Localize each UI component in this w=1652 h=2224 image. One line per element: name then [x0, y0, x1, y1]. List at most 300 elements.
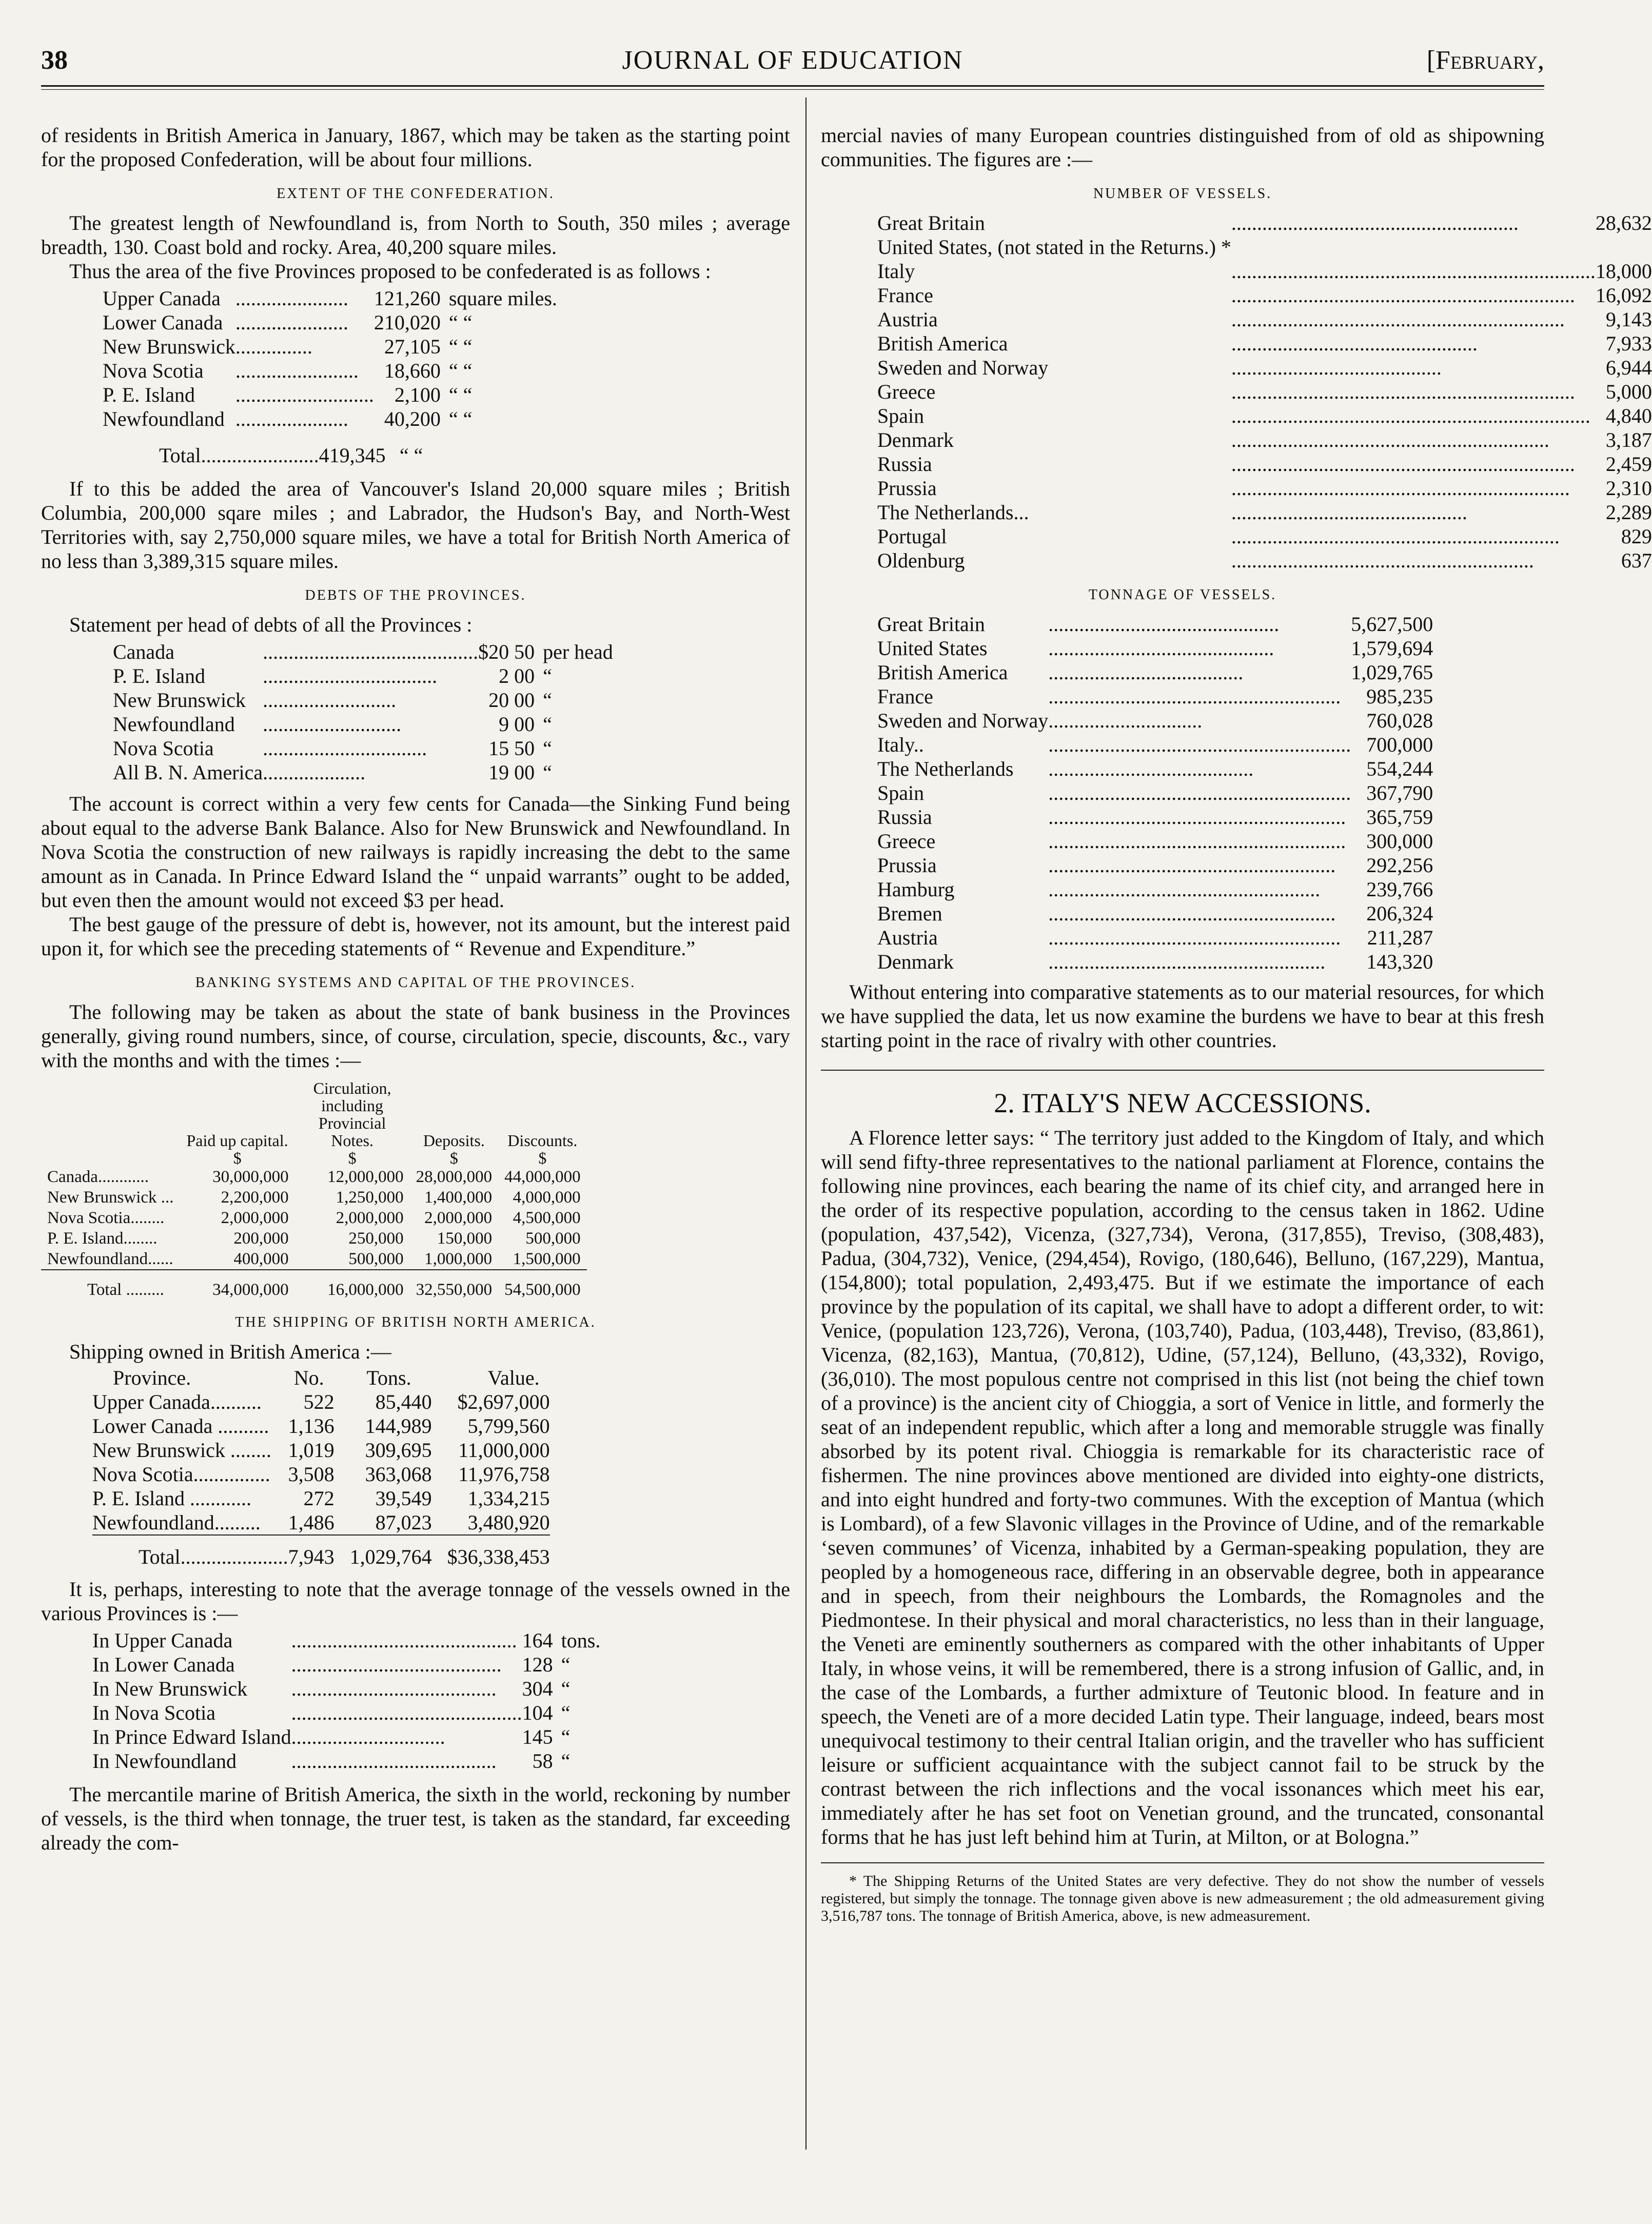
- bank-total-row: [41, 1270, 587, 1300]
- avg-tonnage-row-label: In Nova Scotia: [92, 1701, 215, 1724]
- vessels-row: [877, 452, 1652, 476]
- area-row-dots: ......................: [235, 407, 348, 430]
- bank-total-label: Total .........: [41, 1270, 180, 1300]
- tonnage-vessels-row-value: 143,320: [1366, 950, 1433, 973]
- vessels-row-dots: ..............................................: [1231, 501, 1467, 524]
- bank-cell: 1,000,000: [424, 1250, 493, 1268]
- area-row-dots: ........................: [235, 359, 359, 382]
- vessels-row-value: 28,632: [1595, 211, 1652, 234]
- vessels-row-value: 18,000: [1595, 260, 1652, 283]
- tonnage-vessels-row: [877, 660, 1433, 684]
- tonnage-vessels-row: [877, 733, 1433, 757]
- debt-row-label: P. E. Island: [113, 664, 205, 687]
- vessels-row: [877, 331, 1652, 356]
- tonnage-vessels-row-dots: ...........................................................: [1048, 733, 1351, 756]
- tonnage-vessels-row: [877, 950, 1433, 974]
- vessels-row-value: 2,459: [1605, 452, 1652, 476]
- tonnage-vessels-row-dots: ......................................................: [1048, 950, 1326, 973]
- area-row-label: Nova Scotia: [103, 359, 204, 382]
- tonnage-vessels-row-dots: ........................................................: [1048, 902, 1336, 925]
- vessels-row-value: 6,944: [1605, 356, 1652, 379]
- debt-row-label: Nova Scotia: [113, 737, 214, 760]
- ship-cell: 3,480,920: [467, 1511, 550, 1534]
- tonnage-vessels-row: [877, 636, 1433, 660]
- area-row-unit: “ “: [448, 359, 473, 382]
- bank-cell: 28,000,000: [416, 1168, 493, 1186]
- avg-tonnage-row: [92, 1725, 600, 1749]
- area-total-row: [159, 443, 437, 467]
- vessels-row: [877, 307, 1652, 331]
- vessels-row: [877, 500, 1652, 524]
- intro-paragraph: of residents in British America in January, 1867, which may be taken as the starting point for the proposed Confederation, will be about four millions.: [41, 124, 790, 171]
- area-row-value: 18,660: [384, 359, 441, 382]
- debt-row-dots: ..................................: [263, 664, 438, 687]
- vessels-row-label: British America: [877, 332, 1008, 355]
- vessels-row-label: Russia: [877, 452, 932, 476]
- tonnage-vessels-row-label: Denmark: [877, 950, 954, 973]
- tonnage-vessels-row-label: Italy..: [877, 733, 924, 756]
- debt-row-unit: “: [543, 664, 552, 687]
- vessels-row-label: Greece: [877, 380, 936, 403]
- column-divider: [805, 97, 807, 2150]
- footnote-rule: [821, 1862, 1544, 1863]
- tonnage-vessels-table: [877, 612, 1433, 974]
- tonnage-vessels-row-value: 760,028: [1366, 709, 1433, 732]
- vessels-row-dots: ..................................................................: [1231, 477, 1570, 500]
- florence-paragraph: A Florence letter says: “ The territory just added to the Kingdom of Italy, and which will send fifty-three representatives to the national parliament at Florence, contains the following nine provinces, each bearing the name of its chief city, and arranged here in the order of its respective population, according to the census taken in 1862. Udine (population, 437,542), Vicenza, (327,734), Verona, (317,855), Treviso, (308,483), Padua, (304,732), Venice, (294,454), Rovigo, (180,646), Belluno, (167,229), Mantua, (154,800); total population, 2,493,475. But if we estimate the importance of each province by the population of its capital, we shall have to adopt a different order, to wit: Venice, (population 123,726), Verona, (103,740), Padua, (103,448), Treviso, (83,861), Vicenza, (82,163), Mantua, (70,812), Udine, (57,124), Belluno, (43,332), Rovigo, (36,010). The most populous centre not comprised in this list (not being the chief town of a province) is the ancient city of Chioggia, a sort of Venice in little, and formerly the seat of an independent republic, which after a long and memorable struggle was finally absorbed by its potent rival. Chioggia is remarkable for its characteristic race of fishermen. The nine provinces above mentioned are divided into eighty-one districts, and into eight hundred and forty-two communes. With the exception of Mantua (which is Lombard), of a few Slavonic villages in the Province of Udine, and of the remarkable ‘seven communes’ of Vicenza, inhabited by a German-speaking population, they are peopled by a homogeneous race, differing in an observable degree, both in appearance and in speech, from their neighbours the Lombards, the Romagnoles and the Piedmontese. In their physical and moral characteristics, no less than in their language, the Veneti are eminently southerners as compared with the other inhabitants of Upper Italy, in whose veins, it will be remembered, there is a strong infusion of Gallic, and, in the case of the Lombards, a further admixture of Teutonic blood. In feature and in speech, the Veneti are of a more decided Latin type. Their language, indeed, bears most unequivocal testimony to their central Italian origin, and the traveller who has sufficient leisure or sufficient acquaintance with the subject cannot fail to be struck by the contrast between the rich inflections and the vocal issonances which meet his ear, immediately after he has set foot on Venetian ground, and the truncated, consonantal forms that he has just left behind him at Turin, at Milton, or at Bologna.”: [821, 1126, 1544, 1848]
- vessels-row-dots: ...................................................................: [1231, 452, 1575, 476]
- ship-cell: 144,989: [365, 1414, 432, 1438]
- vessels-row-value: 829: [1621, 525, 1652, 548]
- ship-header-province: Province.: [113, 1366, 191, 1389]
- bank-header-deposits: Deposits.: [423, 1131, 485, 1150]
- ship-header-tons: Tons.: [366, 1366, 411, 1389]
- bank-cell: 250,000: [348, 1229, 404, 1248]
- ship-cell: 11,000,000: [458, 1439, 550, 1462]
- tonnage-vessels-row: [877, 708, 1433, 733]
- area-total-dots: .......................: [201, 444, 319, 467]
- avg-tonnage-row-unit: “: [561, 1725, 571, 1748]
- avg-tonnage-row-value: 128: [522, 1653, 553, 1676]
- ship-cell: 5,799,560: [467, 1414, 550, 1438]
- tonnage-vessels-row-dots: ........................................................: [1048, 854, 1336, 877]
- bank-row: [41, 1208, 587, 1228]
- tonnage-vessels-row-value: 292,256: [1366, 854, 1433, 877]
- tonnage-vessels-row-dots: ..............................: [1048, 709, 1203, 732]
- debt-row-unit: “: [543, 737, 552, 760]
- avg-tonnage-row: [92, 1701, 600, 1725]
- area-row-value: 210,020: [373, 311, 441, 334]
- tonnage-vessels-row: [877, 877, 1433, 901]
- debt-row: [113, 712, 613, 736]
- vessels-row-dots: ................................................: [1231, 332, 1478, 355]
- vessels-row: [877, 356, 1652, 380]
- vessels-row-value: 2,310: [1605, 477, 1652, 500]
- continued-paragraph: mercial navies of many European countries distinguished from of old as shipowning communities. The figures are :—: [821, 124, 1544, 171]
- vessels-row-dots: [1231, 235, 1596, 259]
- debt-row-unit: “: [543, 688, 552, 712]
- ship-cell: 1,136: [288, 1414, 335, 1438]
- without-paragraph: Without entering into comparative statements as to our material resources, for which we have supplied the data, let us now examine the burdens we have to bear at this fresh starting point in the race of rivalry with other countries.: [821, 980, 1544, 1052]
- avg-tonnage-row-dots: .........................................: [291, 1653, 502, 1676]
- ship-header-no: No.: [293, 1366, 324, 1389]
- bank-cell: 500,000: [525, 1229, 581, 1248]
- vessels-row-label: Prussia: [877, 477, 937, 500]
- ship-cell: 39,549: [375, 1487, 432, 1510]
- avg-tonnage-row-label: In Lower Canada: [92, 1653, 235, 1676]
- debt-row: [113, 688, 613, 712]
- tonnage-vessels-row-label: British America: [877, 661, 1008, 684]
- ship-row-label: Upper Canada..........: [92, 1390, 262, 1413]
- right-column: [821, 123, 1652, 1925]
- area-row-dots: ...........................: [235, 383, 374, 406]
- bank-row-label: New Brunswick ...: [47, 1188, 174, 1207]
- vessels-heading: NUMBER OF VESSELS.: [1093, 186, 1272, 202]
- debt-row-dots: ...........................: [263, 713, 402, 736]
- ship-cell: 1,019: [288, 1439, 335, 1462]
- avg-tonnage-row-dots: ............................................: [291, 1629, 517, 1652]
- avg-tonnage-row-label: In Prince Edward Island: [92, 1725, 291, 1748]
- ship-row-label: Nova Scotia...............: [92, 1463, 270, 1486]
- avg-tonnage-row-value: 304: [522, 1677, 553, 1700]
- avg-tonnage-row-unit: tons.: [561, 1629, 601, 1652]
- vessels-row-value: 3,187: [1605, 428, 1652, 451]
- ship-row: [92, 1390, 550, 1414]
- bank-cell: 2,000,000: [336, 1209, 404, 1227]
- tonnage-vessels-row: [877, 612, 1433, 636]
- ship-cell: 3,508: [288, 1463, 335, 1486]
- bank-cell: 1,400,000: [424, 1188, 493, 1207]
- area-total-label: Total: [159, 444, 201, 467]
- tonnage-vessels-row-label: Austria: [877, 926, 938, 949]
- vessels-row-value: 2,289: [1605, 501, 1652, 524]
- area-total-value: 419,345: [319, 444, 386, 467]
- ship-row-label: P. E. Island ............: [92, 1487, 251, 1510]
- ship-total-row: [92, 1535, 550, 1569]
- area-row-label: P. E. Island: [103, 383, 195, 406]
- tonnage-vessels-row: [877, 805, 1433, 829]
- ship-cell: 85,440: [375, 1390, 432, 1413]
- vessels-row: [877, 524, 1652, 548]
- bank-table: [41, 1079, 587, 1300]
- bank-total-cell: 34,000,000: [180, 1270, 295, 1300]
- vessels-row: [877, 283, 1652, 307]
- tonnage-vessels-row: [877, 926, 1433, 950]
- tonnage-vessels-row-value: 985,235: [1366, 685, 1433, 708]
- tonnage-vessels-row-label: Hamburg: [877, 878, 955, 901]
- tonnage-vessels-row-label: Great Britain: [877, 613, 985, 636]
- bank-cell: 2,000,000: [221, 1209, 289, 1227]
- tonnage-vessels-row-value: 206,324: [1366, 902, 1433, 925]
- avg-tonnage-row-value: 164: [522, 1629, 553, 1652]
- vessels-row: [877, 211, 1652, 235]
- debt-row-unit: “: [543, 761, 552, 784]
- ship-row: [92, 1414, 550, 1438]
- area-row-value: 40,200: [384, 407, 441, 430]
- tonnage-vessels-row-dots: ............................................: [1048, 637, 1274, 660]
- area-row-dots: ......................: [235, 287, 348, 310]
- ship-row: [92, 1486, 550, 1510]
- tonnage-vessels-row-label: United States: [877, 637, 988, 660]
- tonnage-vessels-row-label: Prussia: [877, 854, 937, 877]
- avg-tonnage-row-unit: “: [561, 1677, 571, 1700]
- debts-paragraph: Statement per head of debts of all the Provinces :: [69, 613, 473, 636]
- area-more-paragraph: If to this be added the area of Vancouver's Island 20,000 square miles ; British Columbia, 200,000 sqare miles ; and Labrador, the Hudson's Bay, and North-West Territories with, say 2,750,000 square miles, we have a total for British North America of no less than 3,389,315 square miles.: [41, 477, 790, 573]
- bank-cell: 150,000: [437, 1229, 493, 1248]
- tonnage-vessels-row: [877, 901, 1433, 926]
- avg-tonnage-row-label: In Upper Canada: [92, 1629, 233, 1652]
- debt-row-label: Newfoundland: [113, 713, 235, 736]
- tonnage-vessels-row-dots: .........................................................: [1048, 926, 1341, 949]
- tonnage-vessels-row: [877, 684, 1433, 708]
- debts-heading: DEBTS OF THE PROVINCES.: [305, 587, 526, 603]
- debt-row: [113, 760, 613, 784]
- section-title: 2. ITALY'S NEW ACCESSIONS.: [994, 1088, 1371, 1118]
- tonnage-vessels-row-value: 300,000: [1366, 830, 1433, 853]
- tonnage-vessels-row-value: 1,029,765: [1351, 661, 1433, 684]
- avg-tonnage-row-unit: “: [561, 1749, 571, 1773]
- bank-cell: 44,000,000: [504, 1168, 581, 1186]
- bank-currency: $: [449, 1149, 458, 1167]
- banking-paragraph: The following may be taken as about the state of bank business in the Provinces generally, giving round numbers, since, of course, circulation, specie, discounts, &c., vary with the months and with the times :—: [41, 1000, 790, 1072]
- area-row-label: Upper Canada: [103, 287, 221, 310]
- vessels-row-dots: ...........................................................: [1231, 549, 1534, 572]
- tonnage-vessels-row-label: France: [877, 685, 933, 708]
- area-row-dots: ......................: [235, 311, 348, 334]
- avg-tonnage-row: [92, 1749, 600, 1773]
- vessels-row-dots: ........................................................: [1231, 211, 1519, 234]
- area-row: [103, 286, 557, 310]
- marine-paragraph: The mercantile marine of British America, the sixth in the world, reckoning by number of vessels, is the third when tonnage, the truer test, is taken as the standard, far exceeding already the com-: [41, 1783, 790, 1854]
- banking-heading: BANKING SYSTEMS AND CAPITAL OF THE PROVINCES.: [195, 975, 636, 991]
- vessels-row-value: 16,092: [1595, 284, 1652, 307]
- debt-row-unit: per head: [543, 640, 613, 663]
- ship-cell: 309,695: [365, 1439, 432, 1462]
- vessels-row-label: Austria: [877, 308, 938, 331]
- vessels-row-label: France: [877, 284, 933, 307]
- ship-row-label: New Brunswick ........: [92, 1439, 271, 1462]
- vessels-row-value: 9,143: [1605, 308, 1652, 331]
- avg-tonnage-table: [92, 1628, 600, 1773]
- vessels-row-label: United States, (not stated in the Returns.) *: [877, 235, 1231, 259]
- debt-row-label: Canada: [113, 640, 174, 663]
- vessels-row: [877, 548, 1652, 573]
- tonnage-paragraph: It is, perhaps, interesting to note that the average tonnage of the vessels owned in the various Provinces is :—: [41, 1578, 790, 1625]
- vessels-row-label: Great Britain: [877, 211, 985, 234]
- area-row-unit: “ “: [448, 335, 473, 358]
- area-row-value: 2,100: [394, 383, 441, 406]
- ship-total-cell: $36,338,453: [432, 1535, 550, 1569]
- tonnage-vessels-row-dots: .........................................................: [1048, 685, 1341, 708]
- avg-tonnage-row-unit: “: [561, 1653, 571, 1676]
- area-row-unit: “ “: [448, 311, 473, 334]
- extent-heading: EXTENT OF THE CONFEDERATION.: [277, 186, 555, 202]
- page-header: [41, 45, 1544, 81]
- tonnage-vessels-row-value: 700,000: [1366, 733, 1433, 756]
- vessels-row-value: 7,933: [1605, 332, 1652, 355]
- tonnage-vessels-row-value: 367,790: [1366, 781, 1433, 804]
- vessels-row: [877, 235, 1652, 259]
- area-row-dots: ...............: [235, 335, 312, 358]
- extent-paragraph: The greatest length of Newfoundland is, from North to South, 350 miles ; average breadth, 130. Coast bold and rocky. Area, 40,200 square miles.: [41, 211, 790, 259]
- tonnage-vessels-row-dots: ..........................................................: [1048, 805, 1346, 829]
- vessels-row-label: Spain: [877, 404, 925, 427]
- area-total-unit: “ “: [399, 444, 423, 467]
- vessels-row-label: The Netherlands...: [877, 501, 1029, 524]
- bank-cell: 400,000: [233, 1250, 289, 1268]
- header-rule-thin: [41, 89, 1544, 90]
- bank-header-capital: Paid up capital.: [186, 1131, 288, 1150]
- tonnage-vessels-row: [877, 853, 1433, 877]
- avg-tonnage-row-unit: “: [561, 1701, 571, 1724]
- ship-row-label: Lower Canada ..........: [92, 1414, 269, 1438]
- debt-row-value: $20 50: [478, 640, 535, 663]
- debt-row-value: 2 00: [499, 664, 535, 687]
- avg-tonnage-row: [92, 1652, 600, 1677]
- area-row-label: New Brunswick: [103, 335, 235, 358]
- avg-tonnage-row-value: 58: [532, 1749, 553, 1773]
- vessels-row: [877, 404, 1652, 428]
- ship-row-label: Newfoundland.........: [92, 1511, 261, 1534]
- bank-total-cell: 16,000,000: [295, 1270, 410, 1300]
- bank-header-discounts: Discounts.: [507, 1131, 578, 1150]
- area-row: [103, 407, 557, 431]
- bank-cell: 500,000: [348, 1250, 404, 1268]
- debt-row: [113, 664, 613, 688]
- tonnage-vessels-row: [877, 757, 1433, 781]
- vessels-row: [877, 259, 1652, 283]
- bank-row-label: Canada............: [47, 1168, 149, 1186]
- ship-cell: 11,976,758: [458, 1463, 550, 1486]
- vessels-row-label: Italy: [877, 260, 915, 283]
- avg-tonnage-row-dots: .............................................: [291, 1701, 522, 1724]
- ship-row: [92, 1438, 550, 1462]
- vessels-row-label: Sweden and Norway: [877, 356, 1049, 379]
- footnote: * The Shipping Returns of the United States are very defective. They do not show the number of vessels registered, but simply the tonnage. The tonnage given above is new admeasurement ; the old admeasurement giving 3,516,787 tons. The tonnage of British America, above, is new admeasurement.: [821, 1873, 1544, 1924]
- debts-table: [113, 640, 613, 784]
- bank-currency: $: [538, 1149, 547, 1167]
- vessels-row-dots: .........................................: [1231, 356, 1442, 379]
- vessels-row-label: Denmark: [877, 428, 954, 451]
- tonnage-vessels-row-label: Spain: [877, 781, 925, 804]
- tonnage-vessels-row: [877, 829, 1433, 853]
- avg-tonnage-row: [92, 1677, 600, 1701]
- debt-row-value: 20 00: [488, 688, 535, 712]
- bank-row: [41, 1167, 587, 1187]
- debt-row-value: 15 50: [488, 737, 535, 760]
- avg-tonnage-row-dots: ........................................: [291, 1677, 497, 1700]
- debt-row-dots: ....................: [263, 761, 366, 784]
- avg-tonnage-row-dots: ........................................: [291, 1749, 497, 1773]
- bank-row-label: Nova Scotia........: [47, 1209, 165, 1227]
- ship-cell: 272: [303, 1487, 335, 1510]
- tonnage-vessels-row-label: Greece: [877, 830, 936, 853]
- page-number: 38: [41, 46, 68, 75]
- tonnage-vessels-heading: TONNAGE OF VESSELS.: [1088, 587, 1277, 603]
- area-total: [159, 443, 437, 467]
- tonnage-vessels-row: [877, 781, 1433, 805]
- tonnage-vessels-row-dots: ...........................................................: [1048, 781, 1351, 804]
- area-row-label: Newfoundland: [103, 407, 225, 430]
- avg-tonnage-row-label: In Newfoundland: [92, 1749, 237, 1773]
- area-row: [103, 359, 557, 383]
- vessels-row: [877, 380, 1652, 404]
- area-row-unit: square miles.: [448, 287, 557, 310]
- avg-tonnage-row-value: 145: [522, 1725, 553, 1748]
- vessels-row-value: 637: [1621, 549, 1652, 572]
- left-column: [41, 123, 790, 1855]
- area-intro-paragraph: Thus the area of the five Provinces proposed to be confederated is as follows :: [69, 260, 711, 283]
- tonnage-vessels-row-label: The Netherlands: [877, 757, 1014, 780]
- bank-total-cell: 32,550,000: [410, 1270, 499, 1300]
- area-row-unit: “ “: [448, 407, 473, 430]
- vessels-row-value: 4,840: [1605, 404, 1652, 427]
- bank-row-label: Newfoundland......: [47, 1250, 173, 1268]
- ship-cell: 1,486: [288, 1511, 335, 1534]
- bank-currency: $: [348, 1149, 357, 1167]
- ship-cell: $2,697,000: [457, 1390, 550, 1413]
- vessels-row: [877, 428, 1652, 452]
- ship-cell: 87,023: [375, 1511, 432, 1534]
- debt-row: [113, 736, 613, 760]
- bank-cell: 4,500,000: [513, 1209, 581, 1227]
- tonnage-vessels-row-dots: ........................................: [1048, 757, 1254, 780]
- vessels-row-dots: .......................................................................: [1231, 260, 1596, 283]
- vessels-row-dots: ...................................................................: [1231, 380, 1575, 403]
- bank-row: [41, 1249, 587, 1270]
- debt-row-dots: ................................: [263, 737, 427, 760]
- tonnage-vessels-row-dots: .....................................................: [1048, 878, 1321, 901]
- section-rule: [821, 1070, 1544, 1071]
- vessels-row-dots: ..............................................................: [1231, 428, 1549, 451]
- bank-currency: $: [233, 1149, 242, 1167]
- debt-row: [113, 640, 613, 664]
- journal-title: JOURNAL OF EDUCATION: [622, 46, 963, 75]
- bank-total-cell: 54,500,000: [498, 1270, 587, 1300]
- vessels-row-dots: ......................................................................: [1231, 404, 1590, 427]
- tonnage-vessels-row-label: Sweden and Norway: [877, 709, 1049, 732]
- shipping-paragraph: Shipping owned in British America :—: [69, 1340, 391, 1363]
- debt-row-unit: “: [543, 713, 552, 736]
- debt-row-dots: ..........................................: [263, 640, 479, 663]
- vessels-row: [877, 476, 1652, 500]
- tonnage-vessels-row-value: 365,759: [1366, 805, 1433, 829]
- bank-row: [41, 1187, 587, 1208]
- issue-month: [February,: [1426, 46, 1544, 75]
- shipping-heading: THE SHIPPING OF BRITISH NORTH AMERICA.: [235, 1314, 596, 1330]
- ship-total-cell: 7,943: [288, 1535, 335, 1569]
- area-row-unit: “ “: [448, 383, 473, 406]
- debt-row-label: All B. N. America: [113, 761, 263, 784]
- debt-row-dots: ..........................: [263, 688, 397, 712]
- bank-cell: 1,500,000: [513, 1250, 581, 1268]
- vessels-row-label: Portugal: [877, 525, 947, 548]
- ship-total-cell: 1,029,764: [335, 1535, 432, 1569]
- area-row: [103, 310, 557, 334]
- bank-cell: 4,000,000: [513, 1188, 581, 1207]
- bank-cell: 12,000,000: [327, 1168, 404, 1186]
- ship-table: [92, 1366, 550, 1569]
- header-rule: [41, 85, 1544, 87]
- vessels-row-dots: ...................................................................: [1231, 284, 1575, 307]
- ship-row: [92, 1510, 550, 1535]
- tonnage-vessels-row-label: Russia: [877, 805, 932, 829]
- bank-cell: 2,000,000: [424, 1209, 493, 1227]
- bank-cell: 1,250,000: [336, 1188, 404, 1207]
- ship-cell: 363,068: [365, 1463, 432, 1486]
- avg-tonnage-row: [92, 1628, 600, 1652]
- account-paragraph: The account is correct within a very few cents for Canada—the Sinking Fund being about equal to the adverse Bank Balance. Also for New Brunswick and Newfoundland. In Nova Scotia the construction of new railways is rapidly increasing the debt to the same amount as in Canada. In Prince Edward Island the “ unpaid warrants” ought to be added, but even then the amount would not exceed $3 per head.: [41, 792, 790, 912]
